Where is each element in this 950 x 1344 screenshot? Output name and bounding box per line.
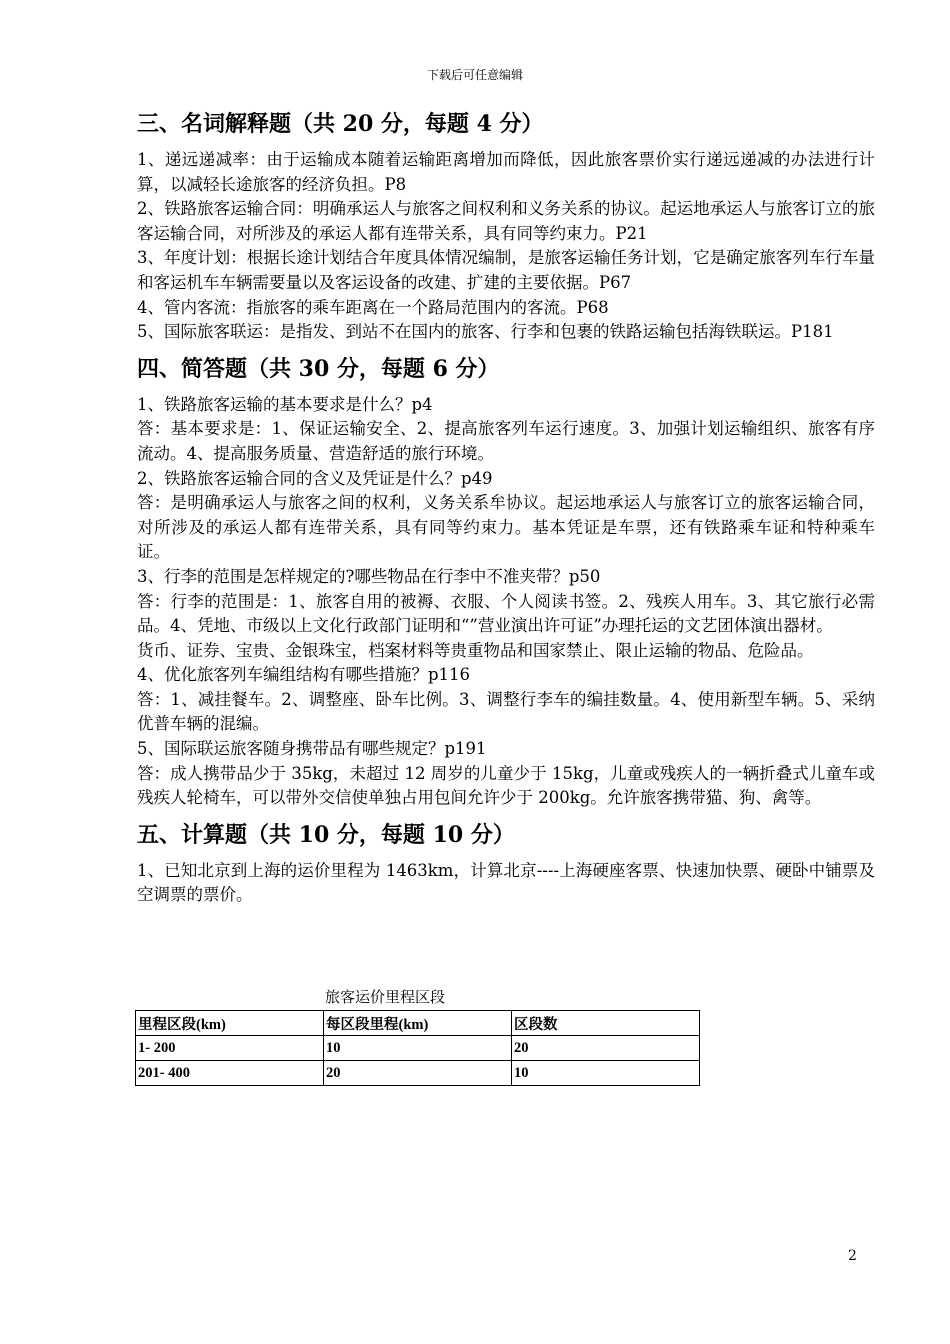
paragraph: 5、国际旅客联运：是指发、到站不在国内的旅客、行李和包裹的铁路运输包括海铁联运。P181 xyxy=(137,322,834,342)
paragraph: 答：行李的范围是：1、旅客自用的被褥、衣服、个人阅读书签。2、残疾人用车。3、其它旅行必需品。4、凭地、市级以上文化行政部门证明和“”营业演出许可证”办理托运的文艺团体演出器材。 xyxy=(137,591,875,636)
page-number: 2 xyxy=(848,1248,857,1264)
section-3-body xyxy=(137,148,875,345)
paragraph: 答：基本要求是：1、保证运输安全、2、提高旅客列车运行速度。3、加强计划运输组织、旅客有序流动。4、提高服务质量、营造舒适的旅行环境。 xyxy=(137,419,875,463)
page-header: 下载后可任意编辑 xyxy=(426,68,523,82)
paragraph: 2、铁路旅客运输合同的含义及凭证是什么？p49 xyxy=(137,468,493,488)
paragraph: 2、铁路旅客运输合同：明确承运人与旅客之间权利和义务关系的协议。起运地承运人与旅客订立的旅客运输合同，对所涉及的承运人都有连带关系，具有同等约束力。P21 xyxy=(137,199,875,243)
table-cell: 20 xyxy=(512,1036,700,1061)
paragraph: 5、国际联运旅客随身携带品有哪些规定？p191 xyxy=(137,739,487,759)
paragraph: 答：成人携带品少于 35kg，未超过 12 周岁的儿童少于 15kg，儿童或残疾人的一辆折叠式儿童车或残疾人轮椅车，可以带外交信使单独占用包间允许少于 200kg。允许旅客携带猫、狗、禽等。 xyxy=(137,763,875,808)
table-header-cell: 每区段里程(km) xyxy=(324,1011,512,1036)
paragraph: 货币、证券、宝贵、金银珠宝，档案材料等贵重物品和国家禁止、限止运输的物品、危险品。 xyxy=(137,640,814,660)
section-4-body xyxy=(137,393,875,811)
table-header-row xyxy=(136,1011,700,1036)
paragraph: 4、优化旅客列车编组结构有哪些措施？p116 xyxy=(137,665,471,685)
paragraph: 4、管内客流：指旅客的乘车距离在一个路局范围内的客流。P68 xyxy=(137,297,609,317)
section-5-title: 五、计算题（共 10 分，每题 10 分） xyxy=(137,821,515,848)
paragraph: 3、年度计划：根据长途计划结合年度具体情况编制，是旅客运输任务计划，它是确定旅客列车行车量和客运机车车辆需要量以及客运设备的改建、扩建的主要依据。P67 xyxy=(137,248,875,292)
paragraph: 1、递远递减率：由于运输成本随着运输距离增加而降低，因此旅客票价实行递远递减的办法进行计算，以减轻长途旅客的经济负担。P8 xyxy=(137,150,875,194)
table-cell: 20 xyxy=(324,1061,512,1086)
table-cell: 1- 200 xyxy=(136,1036,324,1061)
table-cell: 10 xyxy=(324,1036,512,1061)
fare-distance-table xyxy=(135,1010,700,1086)
paragraph: 3、行李的范围是怎样规定的?哪些物品在行李中不准夹带？p50 xyxy=(137,566,601,586)
paragraph: 答：是明确承运人与旅客之间的权利，义务关系牟协议。起运地承运人与旅客订立的旅客运输合同，对所涉及的承运人都有连带关系，具有同等约束力。基本凭证是车票，还有铁路乘车证和特种乘车证。 xyxy=(137,493,875,562)
table-row xyxy=(136,1036,700,1061)
paragraph: 1、已知北京到上海的运价里程为 1463km，计算北京----上海硬座客票、快速加快票、硬卧中铺票及空调票的票价。 xyxy=(137,860,875,905)
section-4-title: 四、简答题（共 30 分，每题 6 分） xyxy=(137,355,500,382)
paragraph: 答：1、减挂餐车。2、调整座、卧车比例。3、调整行李车的编挂数量。4、使用新型车辆。5、采纳优普车辆的混编。 xyxy=(137,689,875,734)
paragraph: 1、铁路旅客运输的基本要求是什么？p4 xyxy=(137,394,433,414)
section-3-title: 三、名词解释题（共 20 分，每题 4 分） xyxy=(137,111,544,137)
section-5-body xyxy=(137,859,875,908)
page-content xyxy=(137,104,875,1086)
table-cell: 10 xyxy=(512,1061,700,1086)
spacer xyxy=(137,908,875,986)
table-title: 旅客运价里程区段 xyxy=(325,988,446,1007)
table-cell: 201- 400 xyxy=(136,1061,324,1086)
table-header-cell: 区段数 xyxy=(512,1011,700,1036)
table-header-cell: 里程区段(km) xyxy=(136,1011,324,1036)
table-row xyxy=(136,1061,700,1086)
